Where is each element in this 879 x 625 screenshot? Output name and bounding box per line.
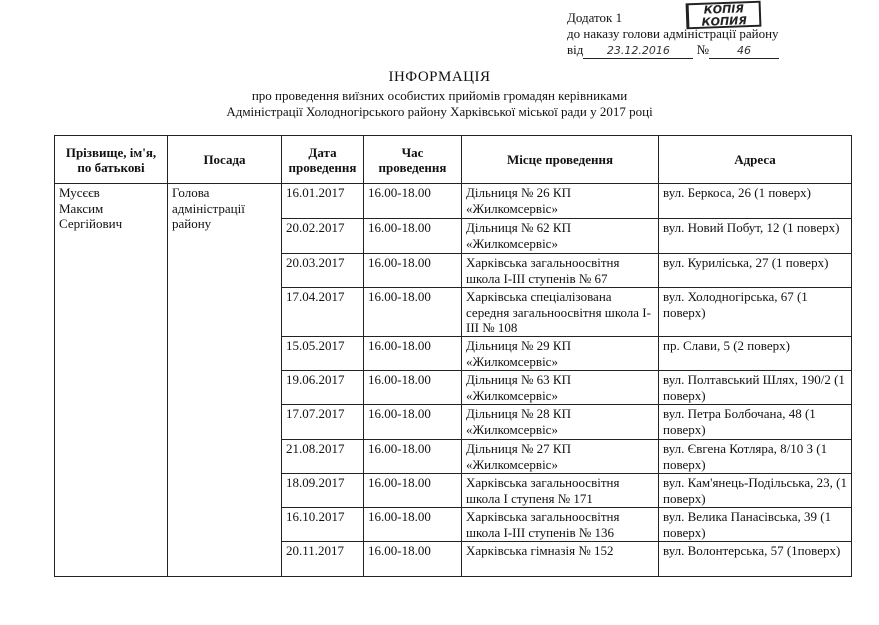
- row-place: Дільниця № 29 КП «Жилкомсервіс»: [462, 337, 659, 371]
- date-label: від: [567, 42, 584, 57]
- row-place: Дільниця № 62 КП «Жилкомсервіс»: [462, 219, 659, 254]
- number-label: №: [696, 42, 710, 57]
- document-subtitle-2: Адміністрації Холодногірського району Харківської міської ради у 2017 році: [226, 104, 653, 119]
- document-subtitle-1: про проведення виїзних особистих прийомів громадян керівниками: [251, 88, 628, 103]
- row-date: 15.05.2017: [282, 337, 364, 371]
- person-surname: Мусєєв: [59, 185, 100, 200]
- row-place: Харківська загальноосвітня школа І ступеня № 171: [462, 474, 659, 508]
- row-address: вул. Волонтерська, 57 (1поверх): [659, 542, 852, 577]
- row-time: 16.00-18.00: [364, 474, 462, 508]
- row-date: 17.07.2017: [282, 405, 364, 440]
- row-address: вул. Євгена Котляра, 8/10 З (1 поверх): [659, 440, 852, 474]
- row-time: 16.00-18.00: [364, 337, 462, 371]
- stamp-line-2: КОПИЯ: [701, 14, 748, 29]
- row-address: вул. Куриліська, 27 (1 поверх): [659, 254, 852, 288]
- row-date: 20.03.2017: [282, 254, 364, 288]
- header-time: Час проведення: [364, 136, 462, 184]
- row-address: вул. Новий Побут, 12 (1 поверх): [659, 219, 852, 254]
- copy-stamp: [686, 1, 762, 30]
- row-time: 16.00-18.00: [364, 542, 462, 577]
- document-title: ІНФОРМАЦІЯ: [388, 69, 491, 85]
- row-place: Харківська спеціалізована середня загальноосвітня школа І-ІІІ № 108: [462, 288, 659, 337]
- person-first-name: Максим: [59, 200, 104, 216]
- row-time: 16.00-18.00: [364, 219, 462, 254]
- header-name: Прізвище, ім'я, по батькові: [55, 136, 168, 184]
- row-date: 17.04.2017: [282, 288, 364, 337]
- row-time: 16.00-18.00: [364, 371, 462, 405]
- row-time: 16.00-18.00: [364, 254, 462, 288]
- handwritten-number: 46: [709, 44, 779, 59]
- header-address: Адреса: [659, 136, 852, 184]
- row-time: 16.00-18.00: [364, 440, 462, 474]
- row-place: Дільниця № 26 КП «Жилкомсервіс»: [462, 184, 659, 219]
- person-name-cell: [55, 184, 168, 577]
- row-place: Харківська гімназія № 152: [462, 542, 659, 577]
- row-date: 16.01.2017: [282, 184, 364, 219]
- row-date: 19.06.2017: [282, 371, 364, 405]
- row-place: Дільниця № 28 КП «Жилкомсервіс»: [462, 405, 659, 440]
- table-header-row: [55, 136, 852, 184]
- row-date: 21.08.2017: [282, 440, 364, 474]
- row-time: 16.00-18.00: [364, 288, 462, 337]
- handwritten-date: 23.12.2016: [583, 44, 693, 59]
- row-address: вул. Велика Панасівська, 39 (1 поверх): [659, 508, 852, 542]
- annex-date-line: [567, 42, 779, 59]
- annex-title: Додаток 1: [567, 10, 623, 25]
- stamp-line-1: КОПІЯ: [703, 2, 745, 17]
- row-address: пр. Слави, 5 (2 поверх): [659, 337, 852, 371]
- row-date: 18.09.2017: [282, 474, 364, 508]
- row-address: вул. Холодногірська, 67 (1 поверх): [659, 288, 852, 337]
- row-place: Харківська загальноосвітня школа І-ІІІ ступенів № 67: [462, 254, 659, 288]
- row-date: 20.02.2017: [282, 219, 364, 254]
- row-place: Дільниця № 63 КП «Жилкомсервіс»: [462, 371, 659, 405]
- row-place: Харківська загальноосвітня школа І-ІІІ ступенів № 136: [462, 508, 659, 542]
- row-address: вул. Петра Болбочана, 48 (1 поверх): [659, 405, 852, 440]
- table-row: [55, 184, 852, 219]
- row-address: вул. Беркоса, 26 (1 поверх): [659, 184, 852, 219]
- row-address: вул. Полтавський Шлях, 190/2 (1 поверх): [659, 371, 852, 405]
- row-time: 16.00-18.00: [364, 508, 462, 542]
- row-time: 16.00-18.00: [364, 405, 462, 440]
- row-place: Дільниця № 27 КП «Жилкомсервіс»: [462, 440, 659, 474]
- person-patronymic: Сергійович: [59, 216, 123, 231]
- row-time: 16.00-18.00: [364, 184, 462, 219]
- row-date: 16.10.2017: [282, 508, 364, 542]
- person-position: Голова адміністрації району: [168, 184, 282, 577]
- header-place: Місце проведення: [462, 136, 659, 184]
- header-position: Посада: [168, 136, 282, 184]
- row-address: вул. Кам'янець-Подільська, 23, (1 поверх): [659, 474, 852, 508]
- header-date: Дата проведення: [282, 136, 364, 184]
- annex-order-ref: до наказу голови адміністрації району: [567, 26, 779, 41]
- reception-schedule-table: [54, 135, 852, 577]
- row-date: 20.11.2017: [282, 542, 364, 577]
